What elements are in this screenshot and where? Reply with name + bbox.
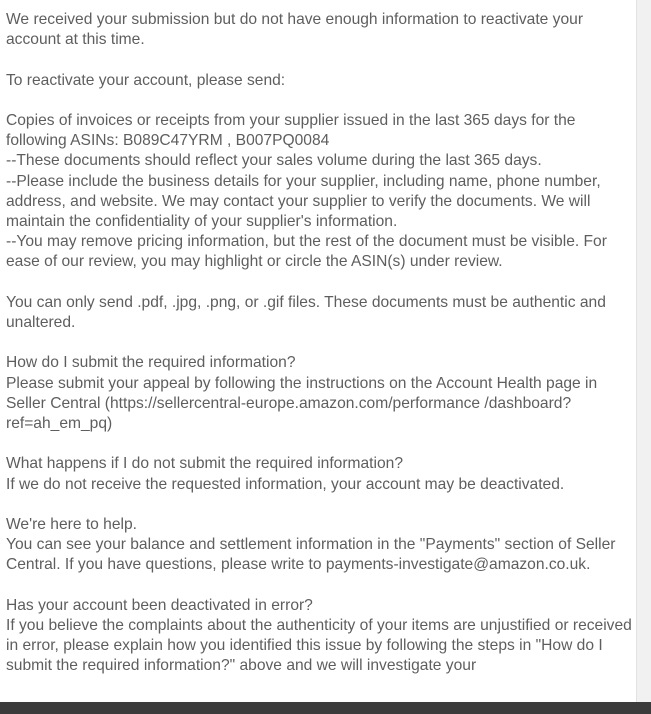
paragraph-please-send: To reactivate your account, please send: bbox=[6, 71, 286, 89]
paragraph-invoice-requirements: Copies of invoices or receipts from your supplier issued in the last 365 days for the following ASINs: B089C47YRM , B007PQ0084 --These documents should reflect your sales volume during the last 365 days. --Please include the business details for your supplier, including name, phone number, address, and website. We may contact your supplier to verify the documents. We will maintain the confidentiality of your supplier's information. --You may remove pricing information, but the rest of the document must be visible. For ease of our review, you may highlight or circle the ASIN(s) under review. bbox=[6, 111, 607, 271]
paragraph-deactivated-in-error: Has your account been deactivated in error? If you believe the complaints about the authenticity of your items are unjustified or received in error, please explain how you identified this issue by following the steps in "How do I submit the required information?" above and we will investigate your bbox=[6, 596, 632, 675]
vertical-scrollbar[interactable] bbox=[636, 0, 651, 702]
paragraph-if-not-submitted: What happens if I do not submit the required information? If we do not receive the requested information, your account may be deactivated. bbox=[6, 455, 565, 493]
taskbar-strip bbox=[0, 702, 651, 714]
email-body bbox=[6, 10, 632, 697]
paragraph-here-to-help: We're here to help. You can see your balance and settlement information in the "Payments" section of Seller Central. If you have questions, please write to payments-investigate@amazon.co.uk. bbox=[6, 515, 616, 574]
paragraph-how-to-submit: How do I submit the required information? Please submit your appeal by following the instructions on the Account Health page in Seller Central (https://sellercentral-europe.amazon.com/performance /dashboard?ref=ah_em_pq) bbox=[6, 354, 598, 432]
paragraph-file-types: You can only send .pdf, .jpg, .png, or .gif files. These documents must be authentic and unaltered. bbox=[6, 293, 606, 331]
paragraph-not-enough-info: We received your submission but do not have enough information to reactivate your account at this time. bbox=[6, 11, 584, 49]
